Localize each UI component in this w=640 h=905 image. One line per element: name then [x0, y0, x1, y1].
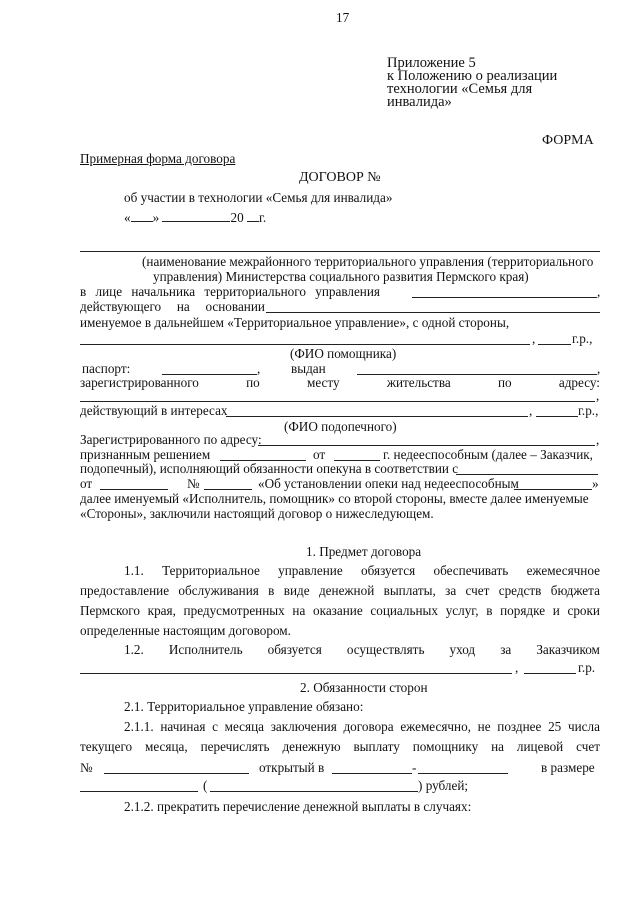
- word: месту: [307, 375, 340, 390]
- appendix-line: к Положению о реализации: [387, 68, 558, 84]
- registered-address-label: Зарегистрированного по адресу:: [80, 432, 262, 447]
- word: обслуживания: [178, 583, 259, 598]
- word: по: [246, 375, 260, 390]
- word: ежемесячно,: [400, 719, 471, 734]
- rubles-label: ) рублей;: [418, 778, 469, 793]
- ward-address-blank: [258, 445, 595, 446]
- word: на: [176, 299, 190, 314]
- word: предоставление: [80, 583, 170, 598]
- birth-year-abbr: г.р.,: [572, 331, 593, 346]
- word: порядке: [500, 603, 546, 618]
- territorial-caption: управления) Министерства социального развития Пермского края): [153, 269, 529, 284]
- word: денежной: [318, 583, 375, 598]
- guardianship-number-blank: [204, 489, 252, 490]
- paren-open: (: [203, 778, 208, 793]
- guardianship-title: «Об установлении опеки над недееспособным: [258, 476, 519, 491]
- sample-form-label: Примерная форма договора: [80, 151, 236, 166]
- word: начиная: [160, 719, 206, 734]
- territorial-name-blank: [80, 251, 600, 252]
- amount-words-blank: [210, 791, 418, 792]
- word: Пермского: [80, 603, 140, 618]
- word: с: [212, 719, 218, 734]
- word: месяца,: [145, 739, 188, 754]
- word: уход: [449, 642, 476, 657]
- birth-year-abbr: г.р.,: [578, 403, 599, 418]
- word: предусмотренных: [183, 603, 285, 618]
- word: за: [445, 583, 457, 598]
- paragraph-2-1-1-line: [124, 719, 600, 734]
- word: адресу:: [558, 375, 600, 390]
- word: выплату: [353, 739, 400, 754]
- acting-basis-line: [80, 299, 265, 314]
- word: средств: [498, 583, 542, 598]
- word: основании: [205, 299, 265, 314]
- word: в: [486, 603, 493, 618]
- client-name-blank: [80, 673, 512, 674]
- word: на: [491, 739, 504, 754]
- number-sign: №: [80, 760, 93, 775]
- word: по: [497, 375, 512, 390]
- paragraph-1-1-line: [80, 603, 600, 618]
- passport-label: паспорт:: [82, 361, 131, 376]
- guardianship-name-blank: [514, 489, 592, 490]
- word: зарегистрированного: [80, 375, 199, 390]
- representative-line: [80, 284, 380, 299]
- word: договора: [343, 719, 394, 734]
- territorial-caption: (наименование межрайонного территориального управления (территориального: [142, 254, 594, 269]
- word: месяца: [224, 719, 265, 734]
- word: выплаты,: [383, 583, 436, 598]
- helper-name-blank: [80, 344, 530, 345]
- word: начальника: [131, 284, 196, 299]
- comma: ,: [597, 361, 601, 376]
- ward-name-blank: [226, 416, 528, 417]
- word: 1.1.: [124, 563, 144, 578]
- word: числа: [567, 719, 600, 734]
- helper-address-blank: [80, 401, 595, 402]
- guardian-basis-blank: [456, 474, 598, 475]
- appendix-line: инвалида»: [387, 94, 452, 110]
- word: 25: [548, 719, 562, 734]
- paragraph-2-1-2: 2.1.2. прекратить перечисление денежной выплаты в случаях:: [124, 799, 472, 814]
- comma: ,: [597, 284, 601, 299]
- word: на: [292, 603, 306, 618]
- word: счет: [465, 583, 490, 598]
- passport-issued-label: выдан: [291, 361, 326, 376]
- parties-concluded: «Стороны», заключили настоящий договор о нижеследующем.: [80, 506, 434, 521]
- dash: -: [412, 760, 417, 775]
- paragraph-1-1-line: [80, 583, 600, 598]
- from-label: от: [313, 447, 326, 462]
- word: Заказчиком: [536, 642, 600, 657]
- bank-blank: [332, 773, 412, 774]
- basis-blank: [266, 312, 600, 313]
- head-name-blank: [412, 297, 597, 298]
- paragraph-1-2-line: [124, 642, 600, 657]
- comma: ,: [257, 361, 261, 376]
- registered-line: [80, 375, 600, 390]
- word: в: [268, 583, 275, 598]
- year-prefix: 20: [230, 210, 244, 225]
- word: оказание: [313, 603, 363, 618]
- named-hereafter: именуемое в дальнейшем «Территориальное управление», с одной стороны,: [80, 315, 510, 330]
- word: социальных: [370, 603, 439, 618]
- appendix-line: Приложение 5: [387, 55, 476, 71]
- word: денежную: [282, 739, 341, 754]
- incapable-text: г. недееспособным (далее – Заказчик,: [383, 447, 593, 462]
- contract-subtitle: об участии в технологии «Семья для инвалида»: [124, 190, 393, 205]
- guardianship-date-blank: [100, 489, 168, 490]
- comma: ,: [532, 331, 536, 346]
- word: заключения: [270, 719, 337, 734]
- word: помощнику: [412, 739, 479, 754]
- comma: ,: [515, 660, 519, 675]
- word: края,: [147, 603, 176, 618]
- section-2-title: 2. Обязанности сторон: [300, 680, 428, 695]
- word: обязуется: [267, 642, 322, 657]
- in-amount-label: в размере: [541, 760, 595, 775]
- month-blank: [162, 210, 230, 222]
- birth-year-abbr: г.р.: [578, 660, 596, 675]
- guardian-text: подопечный), исполняющий обязанности опекуна в соответствии с: [80, 461, 459, 476]
- word: виде: [283, 583, 310, 598]
- ward-birth-year-blank: [536, 416, 578, 417]
- comma: ,: [596, 388, 600, 403]
- word: управления: [315, 284, 380, 299]
- paragraph-2-1-1-line: [80, 739, 600, 754]
- word: бюджета: [550, 583, 600, 598]
- word: позднее: [497, 719, 542, 734]
- opened-in-label: открытый в: [259, 760, 325, 775]
- comma: ,: [529, 403, 533, 418]
- word: территориального: [204, 284, 306, 299]
- from-label: от: [80, 476, 93, 491]
- word: 2.1.1.: [124, 719, 154, 734]
- word: обязуется: [361, 563, 416, 578]
- day-blank: [131, 210, 153, 222]
- quote-close: »: [592, 476, 599, 491]
- word: обеспечивать: [433, 563, 509, 578]
- word: ежемесячное: [526, 563, 600, 578]
- word: 1.2.: [124, 642, 144, 657]
- year-suffix: г.: [258, 210, 267, 225]
- word: сроки: [567, 603, 600, 618]
- quote-close: »: [152, 210, 160, 225]
- paragraph-1-1-line: [124, 563, 600, 578]
- appendix-line: технологии «Семья для: [387, 81, 533, 97]
- word: Территориальное: [162, 563, 260, 578]
- amount-digits-blank: [80, 791, 198, 792]
- word: в: [80, 284, 87, 299]
- word: лицевой: [516, 739, 564, 754]
- forma-label: ФОРМА: [542, 133, 594, 148]
- year-blank: [247, 210, 259, 222]
- word: и: [552, 603, 560, 618]
- recognized-label: признанным решением: [80, 447, 211, 462]
- word: управление: [278, 563, 343, 578]
- section-1-title: 1. Предмет договора: [306, 544, 422, 559]
- word: текущего: [80, 739, 133, 754]
- client-birth-year-blank: [524, 673, 576, 674]
- word: Исполнитель: [168, 642, 243, 657]
- word: лице: [95, 284, 123, 299]
- ward-caption: (ФИО подопечного): [284, 419, 397, 434]
- contract-title: ДОГОВОР №: [299, 170, 381, 185]
- comma: ,: [596, 432, 600, 447]
- page-number: 17: [336, 10, 350, 25]
- acting-interests-label: действующий в интересах: [80, 403, 228, 418]
- word: жительства: [386, 375, 451, 390]
- quote-open: «: [124, 210, 131, 225]
- word: осуществлять: [346, 642, 425, 657]
- helper-birth-year-blank: [538, 344, 571, 345]
- word: услуг,: [445, 603, 479, 618]
- word: перечислять: [200, 739, 270, 754]
- hereafter-executor: далее именуемый «Исполнитель, помощник» со второй стороны, вместе далее именуемые: [80, 491, 589, 506]
- word: действующего: [80, 299, 162, 314]
- branch-blank: [418, 773, 508, 774]
- word: за: [500, 642, 512, 657]
- word: не: [477, 719, 491, 734]
- account-number-blank: [104, 773, 249, 774]
- number-sign: №: [187, 476, 200, 491]
- contract-date-line: [124, 210, 266, 225]
- helper-caption: (ФИО помощника): [290, 346, 397, 361]
- word: счет: [576, 739, 600, 754]
- paragraph-2-1: 2.1. Территориальное управление обязано:: [124, 699, 364, 714]
- paragraph-1-1-line: определенные настоящим договором.: [80, 623, 291, 638]
